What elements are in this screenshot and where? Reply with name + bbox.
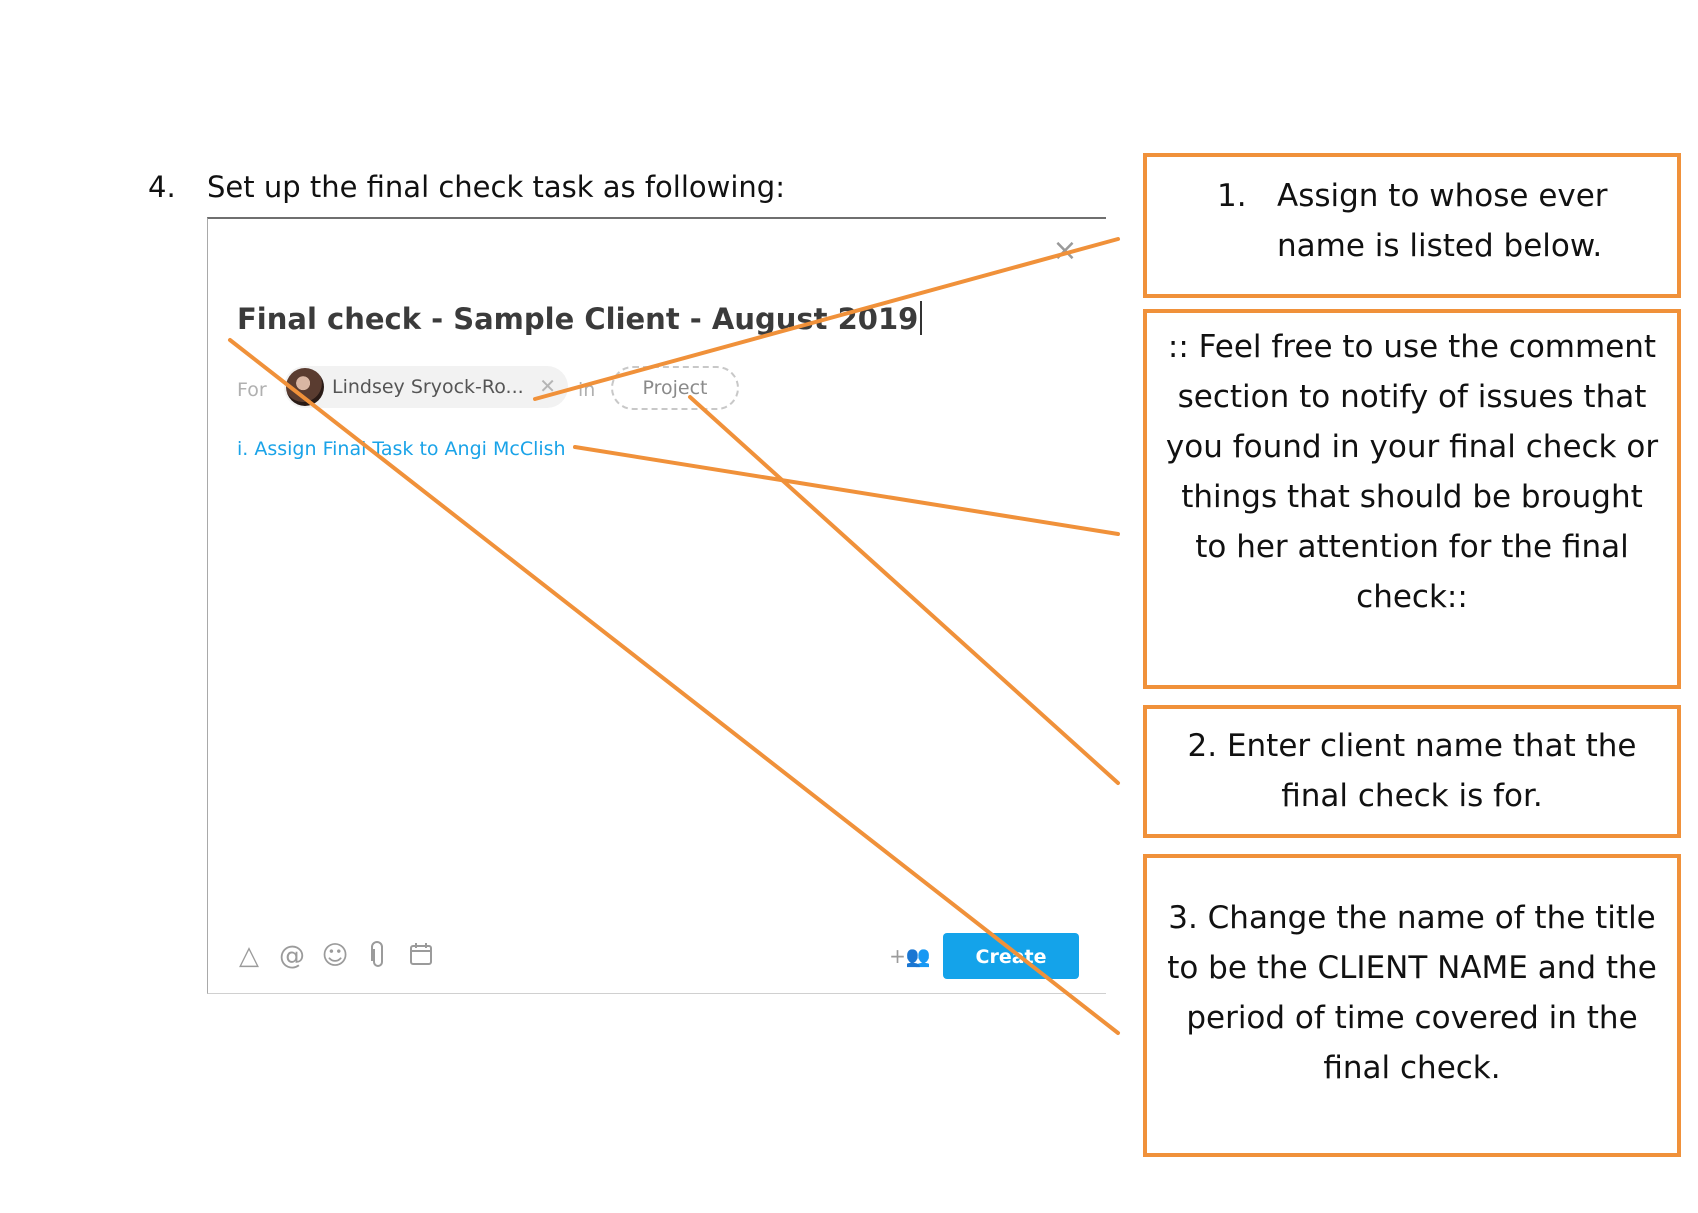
text-caret [920,301,922,335]
step-number: 4. [148,170,176,204]
emoji-icon[interactable]: ☺ [321,941,349,971]
project-selector[interactable]: Project [611,366,739,410]
calendar-icon[interactable] [406,941,436,971]
assignee-chip[interactable] [284,366,568,408]
create-task-button[interactable]: Create Task [943,933,1079,979]
step-heading: Set up the final check task as following: [207,170,785,204]
callout-assign-text: Assign to whose ever name is listed below. [1277,178,1608,264]
callout-assign [1143,153,1681,298]
task-dialog-screenshot [207,217,1106,1014]
for-label: For [237,379,267,401]
avatar [286,368,324,406]
remove-assignee-icon[interactable]: ✕ [539,374,556,398]
callout-title-change: 3. Change the name of the title to be the CLIENT NAME and the period of time covered in the final check. [1143,854,1681,1157]
text-format-icon[interactable]: △ [239,941,259,971]
task-title-text: Final check - Sample Client - August 2019 [237,302,919,336]
callout-client-name: 2. Enter client name that the final check is for. [1143,705,1681,838]
assignee-name: Lindsey Sryock-Ro... [332,376,524,398]
in-label: in [578,379,596,401]
task-title[interactable] [237,301,922,336]
attachment-icon[interactable] [363,941,393,971]
close-icon[interactable]: × [1052,233,1078,268]
mention-icon[interactable]: @ [279,941,305,971]
add-follower-icon[interactable]: +👥 [889,944,931,968]
callout-comment-note: :: Feel free to use the comment section to notify of issues that you found in your final check or things that should be brought to her attention for the final check:: [1143,309,1681,689]
task-description[interactable]: i. Assign Final Task to Angi McClish [237,438,566,460]
callout-assign-number: 1. [1217,178,1247,214]
